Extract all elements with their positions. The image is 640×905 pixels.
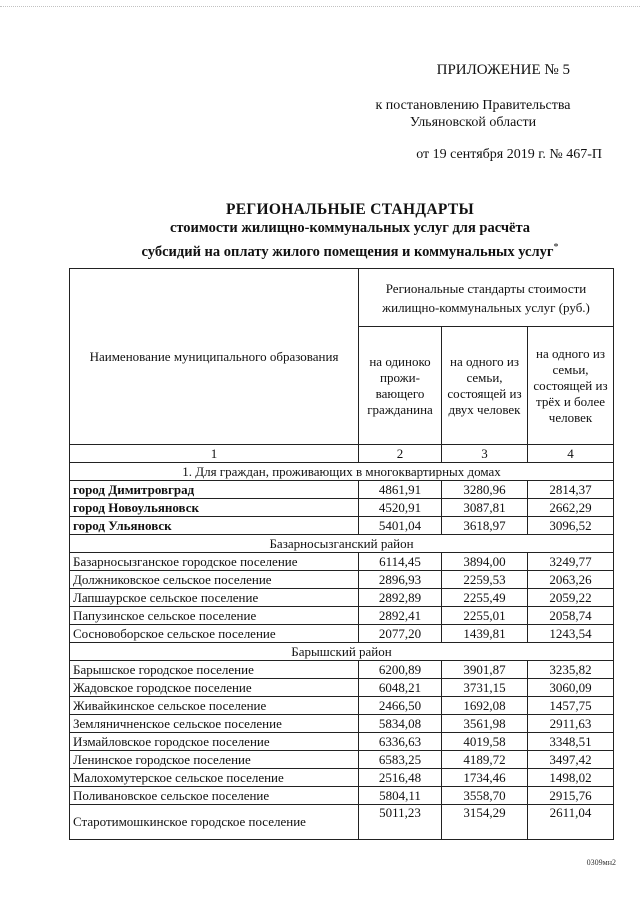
table-row	[70, 607, 614, 625]
municipality-name: Сосновоборское сельское поселение	[70, 625, 359, 643]
value-three-plus: 3249,77	[528, 553, 614, 571]
header-single: на одиноко прожи- вающего гражданина	[359, 327, 442, 445]
header-standards-group: Региональные стандарты стоимости жилищно-коммунальных услуг (руб.)	[359, 269, 614, 327]
value-three-plus: 2063,26	[528, 571, 614, 589]
title-line-2: стоимости жилищно-коммунальных услуг для расчёта	[169, 220, 531, 236]
value-three-plus: 2059,22	[528, 589, 614, 607]
table-row	[70, 787, 614, 805]
municipality-name: Земляничненское сельское поселение	[70, 715, 359, 733]
table-row	[70, 751, 614, 769]
municipality-name: Папузинское сельское поселение	[70, 607, 359, 625]
column-number: 4	[528, 445, 614, 463]
section-heading: 1. Для граждан, проживающих в многоквартирных домах	[70, 463, 614, 481]
table-row	[70, 481, 614, 499]
value-two-person: 3087,81	[442, 499, 528, 517]
header-two-person: на одного из семьи, состоящей из двух человек	[442, 327, 528, 445]
title-main: РЕГИОНАЛЬНЫЕ СТАНДАРТЫ	[225, 201, 474, 218]
table-row	[70, 661, 614, 679]
section-heading-row	[70, 463, 614, 481]
value-single: 2892,89	[359, 589, 442, 607]
value-two-person: 1692,08	[442, 697, 528, 715]
page-code: 0309мн2	[586, 858, 616, 867]
value-single: 6200,89	[359, 661, 442, 679]
table-row	[70, 769, 614, 787]
value-three-plus: 3096,52	[528, 517, 614, 535]
value-three-plus: 2611,04	[528, 805, 614, 840]
document-title	[70, 200, 630, 262]
municipality-name: Измайловское городское поселение	[70, 733, 359, 751]
table-row	[70, 625, 614, 643]
value-three-plus: 3348,51	[528, 733, 614, 751]
district-heading-row	[70, 643, 614, 661]
appendix-label: ПРИЛОЖЕНИЕ № 5	[436, 62, 570, 78]
value-single: 2892,41	[359, 607, 442, 625]
municipality-name: город Димитровград	[70, 481, 359, 499]
municipality-name: Поливановское сельское поселение	[70, 787, 359, 805]
value-single: 2516,48	[359, 769, 442, 787]
municipality-name: город Новоульяновск	[70, 499, 359, 517]
scan-top-edge	[0, 6, 640, 8]
header-municipality: Наименование муниципального образования	[70, 269, 359, 445]
value-single: 5804,11	[359, 787, 442, 805]
municipality-name: город Ульяновск	[70, 517, 359, 535]
value-three-plus: 3060,09	[528, 679, 614, 697]
municipality-name: Живайкинское сельское поселение	[70, 697, 359, 715]
value-two-person: 4019,58	[442, 733, 528, 751]
table-header-row-1	[70, 269, 614, 327]
table-row	[70, 715, 614, 733]
value-single: 4861,91	[359, 481, 442, 499]
value-single: 2896,93	[359, 571, 442, 589]
value-three-plus: 2915,76	[528, 787, 614, 805]
table-row	[70, 571, 614, 589]
value-single: 6114,45	[359, 553, 442, 571]
footnote-mark: *	[553, 242, 559, 253]
decree-line-1: к постановлению Правительства	[375, 98, 571, 113]
value-two-person: 3558,70	[442, 787, 528, 805]
table-row	[70, 589, 614, 607]
value-single: 6336,63	[359, 733, 442, 751]
value-two-person: 4189,72	[442, 751, 528, 769]
value-single: 5401,04	[359, 517, 442, 535]
table-row	[70, 805, 614, 840]
column-number: 1	[70, 445, 359, 463]
value-three-plus: 2662,29	[528, 499, 614, 517]
table-row	[70, 499, 614, 517]
value-three-plus: 3497,42	[528, 751, 614, 769]
table-row	[70, 553, 614, 571]
title-line-3	[70, 238, 630, 262]
value-two-person: 3731,15	[442, 679, 528, 697]
table-row	[70, 679, 614, 697]
value-single: 6583,25	[359, 751, 442, 769]
column-number-row	[70, 445, 614, 463]
value-single: 6048,21	[359, 679, 442, 697]
value-two-person: 3280,96	[442, 481, 528, 499]
value-single: 5834,08	[359, 715, 442, 733]
value-two-person: 1734,46	[442, 769, 528, 787]
municipality-name: Старотимошкинское городское поселение	[70, 805, 359, 840]
header-three-plus: на одного из семьи, состоящей из трёх и более человек	[528, 327, 614, 445]
value-single: 5011,23	[359, 805, 442, 840]
decree-reference	[358, 97, 588, 131]
municipality-name: Ленинское городское поселение	[70, 751, 359, 769]
value-two-person: 2255,01	[442, 607, 528, 625]
value-two-person: 3561,98	[442, 715, 528, 733]
municipality-name: Жадовское городское поселение	[70, 679, 359, 697]
municipality-name: Барышское городское поселение	[70, 661, 359, 679]
value-single: 2466,50	[359, 697, 442, 715]
decree-date-number: от 19 сентября 2019 г. № 467-П	[416, 147, 602, 162]
table-row	[70, 733, 614, 751]
column-number: 2	[359, 445, 442, 463]
value-two-person: 3154,29	[442, 805, 528, 840]
value-three-plus: 3235,82	[528, 661, 614, 679]
decree-line-2: Ульяновской области	[409, 115, 537, 130]
municipality-name: Базарносызганское городское поселение	[70, 553, 359, 571]
title-line-3-text: субсидий на оплату жилого помещения и коммунальных услуг	[141, 243, 554, 260]
column-number: 3	[442, 445, 528, 463]
value-three-plus: 1243,54	[528, 625, 614, 643]
district-heading-row	[70, 535, 614, 553]
value-three-plus: 1498,02	[528, 769, 614, 787]
value-two-person: 3894,00	[442, 553, 528, 571]
municipality-name: Должниковское сельское поселение	[70, 571, 359, 589]
district-heading: Базарносызганский район	[70, 535, 614, 553]
table-row	[70, 517, 614, 535]
value-two-person: 3618,97	[442, 517, 528, 535]
value-single: 2077,20	[359, 625, 442, 643]
value-two-person: 1439,81	[442, 625, 528, 643]
municipality-name: Лапшаурское сельское поселение	[70, 589, 359, 607]
value-two-person: 2259,53	[442, 571, 528, 589]
value-three-plus: 2911,63	[528, 715, 614, 733]
municipality-name: Малохомутерское сельское поселение	[70, 769, 359, 787]
table-row	[70, 697, 614, 715]
value-three-plus: 2058,74	[528, 607, 614, 625]
value-single: 4520,91	[359, 499, 442, 517]
standards-table	[69, 268, 614, 840]
value-three-plus: 2814,37	[528, 481, 614, 499]
district-heading: Барышский район	[70, 643, 614, 661]
value-three-plus: 1457,75	[528, 697, 614, 715]
value-two-person: 2255,49	[442, 589, 528, 607]
value-two-person: 3901,87	[442, 661, 528, 679]
